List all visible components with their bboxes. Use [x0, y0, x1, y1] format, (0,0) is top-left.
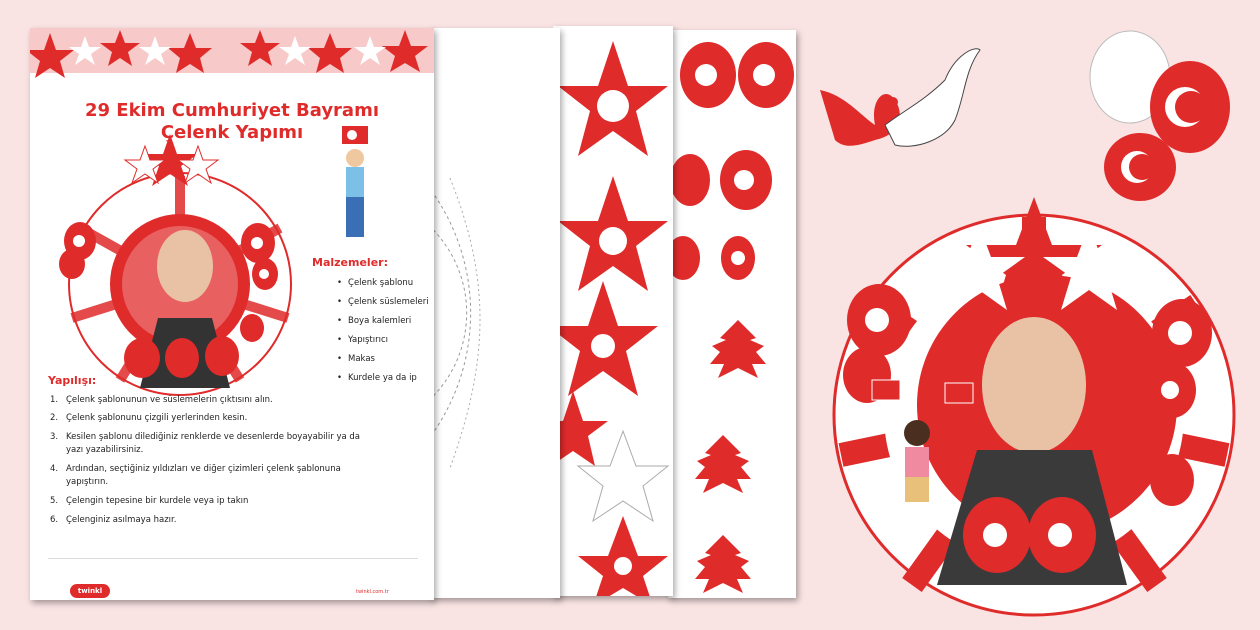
step-item — [50, 463, 400, 476]
stars-sheet-art — [553, 26, 673, 596]
balloons-art — [1085, 22, 1235, 202]
material-item: • Makas — [337, 354, 375, 364]
stars-sheet — [553, 26, 673, 596]
step-number: 6. — [50, 515, 59, 525]
step-text: Çelenk şablonunun ve süslemelerin çıktısını alın. — [66, 395, 273, 405]
instruction-sheet — [30, 28, 434, 600]
step-number: 5. — [50, 496, 59, 506]
step-item — [50, 444, 400, 457]
material-item: • Çelenk süslemeleri — [337, 297, 429, 307]
wreath-template-art — [430, 28, 560, 598]
step-text: Çelenk şablonunu çizgili yerlerinden kesin. — [66, 413, 248, 423]
step-text: Ardından, seçtiğiniz yıldızları ve diğer çizimleri çelenk şablonuna — [66, 464, 341, 474]
step-number: 4. — [50, 464, 59, 474]
step-number: 1. — [50, 395, 59, 405]
finished-wreath-art — [827, 185, 1242, 625]
balloon-sheet-art — [668, 30, 796, 598]
page-title-line-1: 29 Ekim Cumhuriyet Bayramı — [84, 100, 380, 121]
step-text: yazı yazabilirsiniz. — [66, 445, 144, 455]
step-text: yapıştırın. — [66, 477, 109, 487]
twinkl-logo: twinkl — [70, 584, 110, 598]
step-text: Çelenginiz asılmaya hazır. — [66, 515, 177, 525]
step-item — [50, 431, 400, 444]
step-item — [50, 476, 400, 489]
material-item: • Çelenk şablonu — [337, 278, 413, 288]
dove-icon — [888, 97, 898, 107]
material-item: • Yapıştırıcı — [337, 335, 388, 345]
step-item — [50, 394, 400, 407]
footer-url: twinkl.com.tr — [356, 589, 389, 595]
wreath-template-sheet — [430, 28, 560, 598]
step-item — [50, 495, 400, 508]
materials-heading: Malzemeler: — [312, 256, 388, 269]
material-item: • Kurdele ya da ip — [337, 373, 417, 383]
material-item: • Boya kalemleri — [337, 316, 411, 326]
step-item — [50, 514, 400, 527]
step-number: 2. — [50, 413, 59, 423]
birds-art — [815, 40, 1005, 170]
balloons-leaves-sheet — [668, 30, 796, 598]
page-title-line-2: Çelenk Yapımı — [160, 122, 304, 143]
steps-heading: Yapılışı: — [48, 374, 97, 387]
step-item — [50, 412, 400, 425]
step-text: Kesilen şablonu dilediğiniz renklerde ve desenlerde boyayabilir ya da — [66, 432, 360, 442]
step-text: Çelengin tepesine bir kurdele veya ip takın — [66, 496, 249, 506]
step-number: 3. — [50, 432, 59, 442]
